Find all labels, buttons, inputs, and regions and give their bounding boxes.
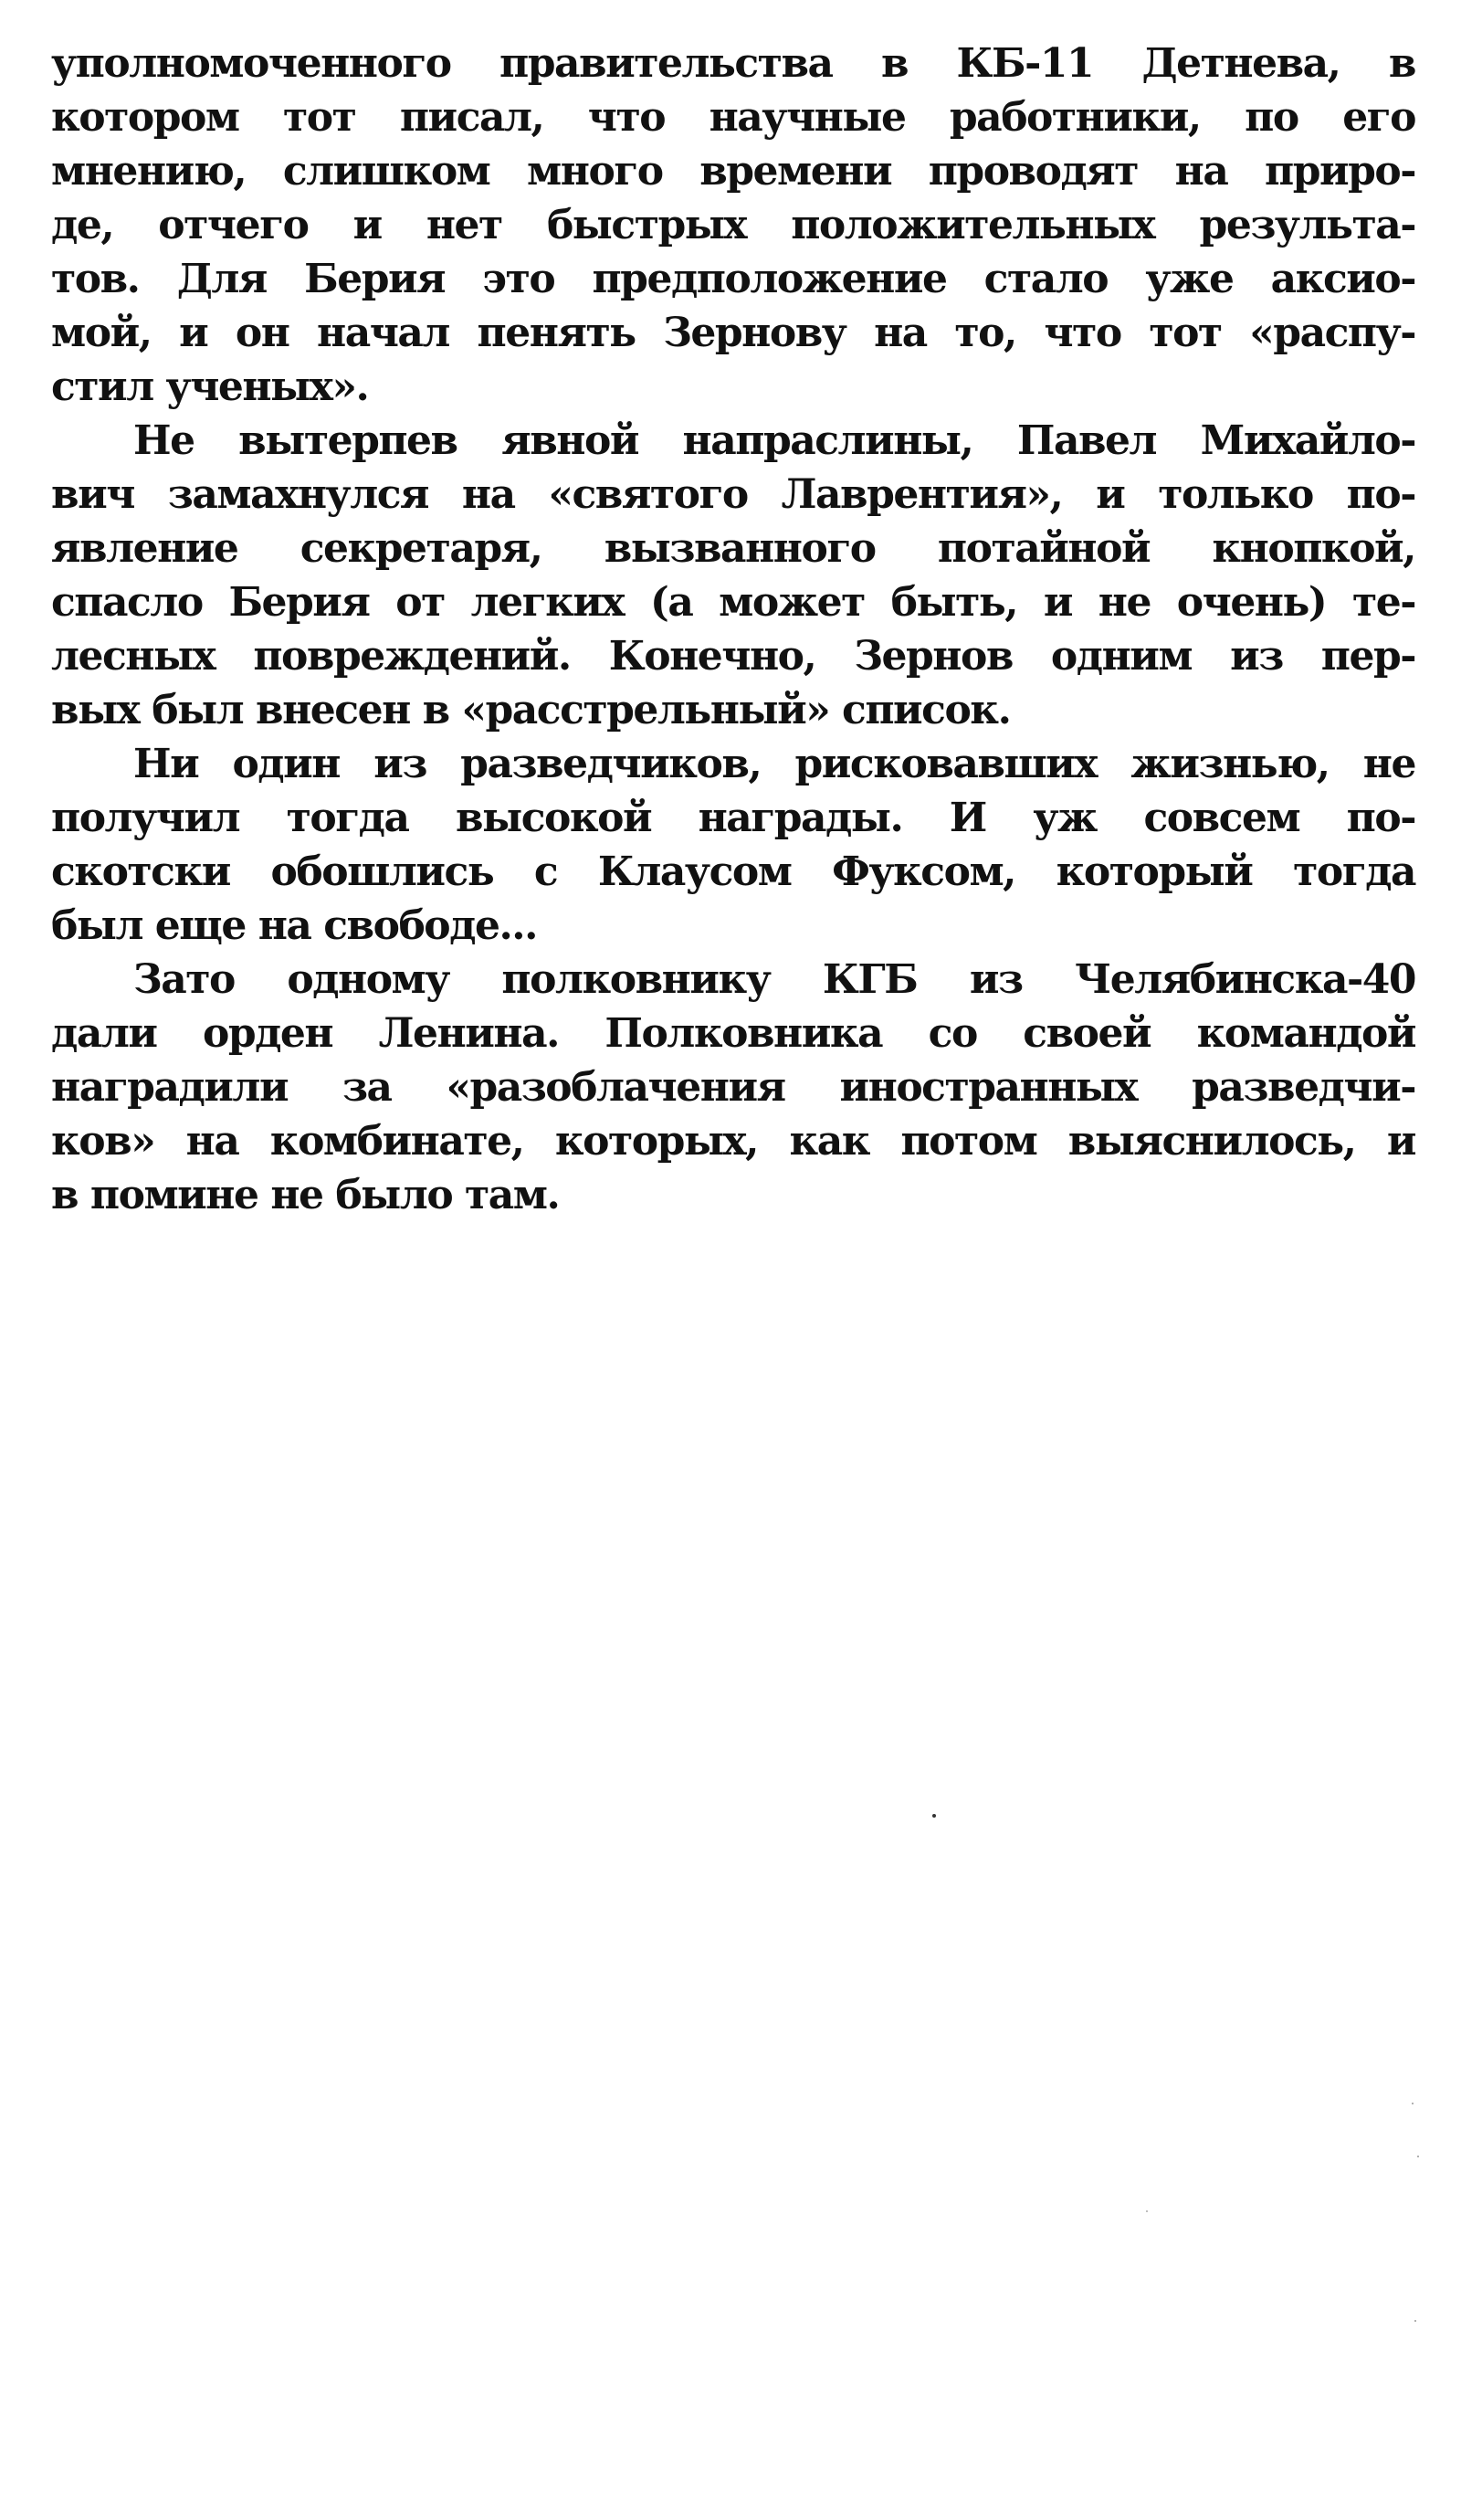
text-line: котором тот писал, что научные работники, по его	[51, 94, 1415, 141]
scan-speck	[932, 1814, 936, 1818]
text-line: тов. Для Берия это предположение стало уже аксио-	[51, 256, 1415, 302]
text-line: спасло Берия от легких (а может быть, и не очень) те-	[51, 579, 1415, 626]
text-line: наградили за «разоблачения иностранных разведчи-	[51, 1064, 1415, 1111]
paragraph	[51, 953, 1415, 1222]
text-line: в помине не было там.	[51, 1172, 560, 1218]
scan-speck	[1414, 2320, 1416, 2322]
text-line: был еще на свободе...	[51, 902, 537, 949]
text-line: дали орден Ленина. Полковника со своей командой	[51, 1010, 1415, 1057]
text-line: получил тогда высокой награды. И уж совсем по-	[51, 795, 1415, 841]
text-line: Зато одному полковнику КГБ из Челябинска-40	[133, 956, 1415, 1003]
text-line: скотски обошлись с Клаусом Фуксом, который тогда	[51, 849, 1415, 895]
paragraph	[51, 414, 1415, 737]
text-line: ков» на комбинате, которых, как потом выяснилось, и	[51, 1118, 1415, 1165]
text-line: вич замахнулся на «святого Лаврентия», и только по-	[51, 471, 1415, 518]
paragraph	[51, 737, 1415, 953]
text-line: вых был внесен в «расстрельный» список.	[51, 687, 1011, 733]
text-line: лесных повреждений. Конечно, Зернов одним из пер-	[51, 633, 1415, 680]
text-line: уполномоченного правительства в КБ-11 Детнева, в	[51, 40, 1415, 87]
text-line: Ни один из разведчиков, рисковавших жизнью, не	[133, 741, 1415, 787]
text-line: явление секретаря, вызванного потайной кнопкой,	[51, 525, 1415, 572]
text-line: мнению, слишком много времени проводят на приро-	[51, 148, 1415, 195]
text-line: Не вытерпев явной напраслины, Павел Михайло-	[133, 417, 1415, 464]
scan-speck	[1417, 2156, 1419, 2157]
scan-speck	[1412, 2103, 1414, 2104]
paragraph	[51, 37, 1415, 414]
scan-speck	[1146, 2210, 1148, 2212]
body-text	[51, 37, 1415, 1222]
text-line: мой, и он начал пенять Зернову на то, что тот «распу-	[51, 310, 1415, 356]
text-line: де, отчего и нет быстрых положительных результа-	[51, 202, 1415, 248]
text-line: стил ученых».	[51, 364, 369, 410]
